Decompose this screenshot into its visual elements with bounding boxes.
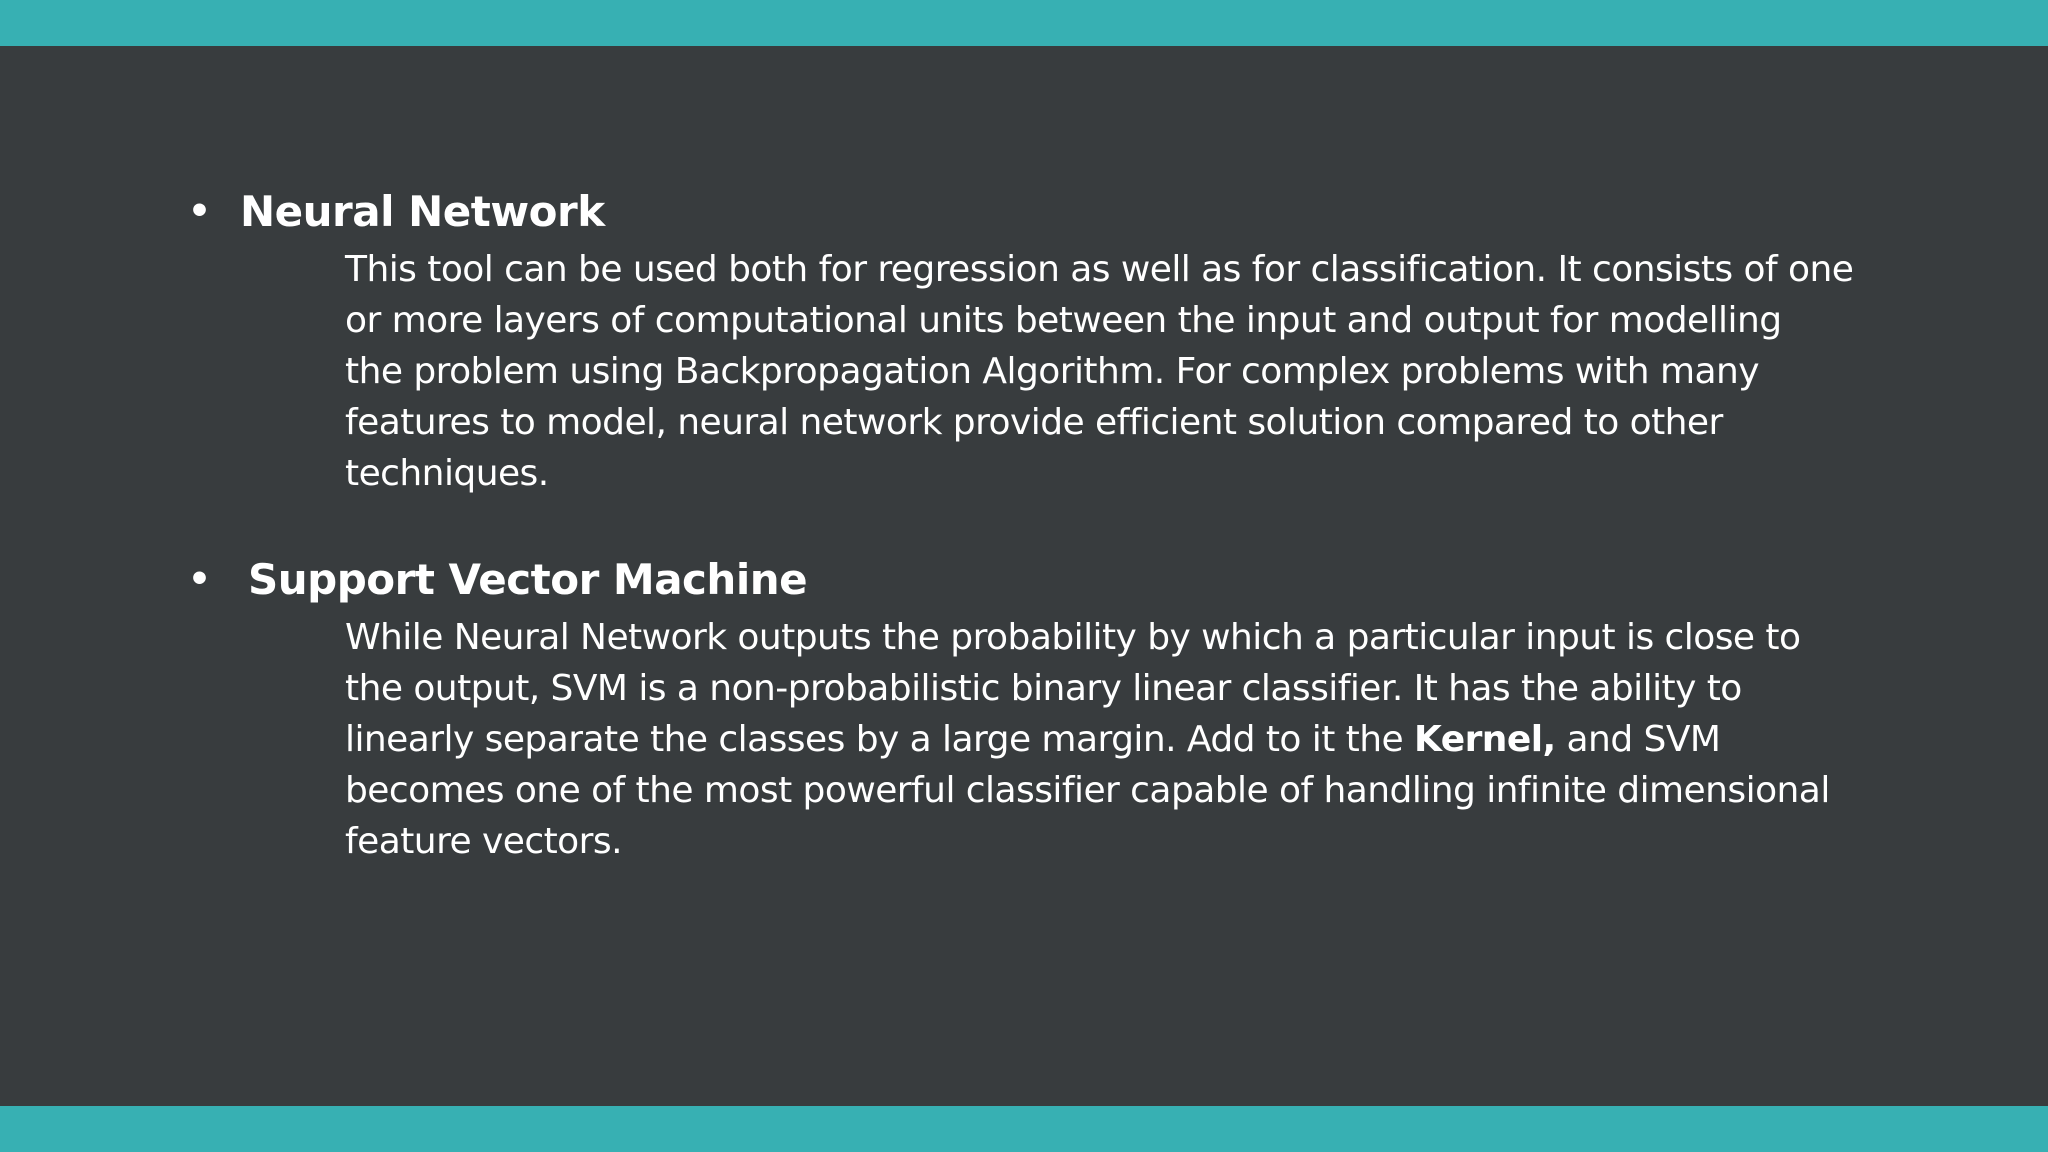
description-line: This tool can be used both for regression as well as for classification. It consists of one	[345, 249, 1854, 290]
description-line: the problem using Backpropagation Algorithm. For complex problems with many	[345, 351, 1759, 392]
description-line: techniques.	[345, 453, 549, 494]
description-line: While Neural Network outputs the probability by which a particular input is close to	[345, 617, 1801, 658]
top-accent-bar	[0, 0, 2048, 46]
description-line: or more layers of computational units between the input and output for modelling	[345, 300, 1782, 341]
description-line: the output, SVM is a non-probabilistic binary linear classifier. It has the ability to	[345, 668, 1742, 709]
description-text: linearly separate the classes by a large margin. Add to it the	[345, 719, 1414, 760]
bullet-point-icon: •	[188, 559, 212, 600]
description-line: becomes one of the most powerful classifier capable of handling infinite dimensional	[345, 770, 1830, 811]
bullet-description	[345, 612, 1845, 867]
bullet-heading: Support Vector Machine	[248, 555, 808, 604]
bullet-description	[345, 244, 1854, 499]
description-text: and SVM	[1555, 719, 1721, 760]
bullet-point-icon: •	[188, 191, 212, 232]
description-line	[345, 714, 1845, 765]
description-line: feature vectors.	[345, 821, 623, 862]
description-line: features to model, neural network provide efficient solution compared to other	[345, 402, 1723, 443]
bottom-accent-bar	[0, 1106, 2048, 1152]
kernel-term: Kernel,	[1414, 719, 1556, 760]
bullet-heading: Neural Network	[240, 187, 605, 236]
